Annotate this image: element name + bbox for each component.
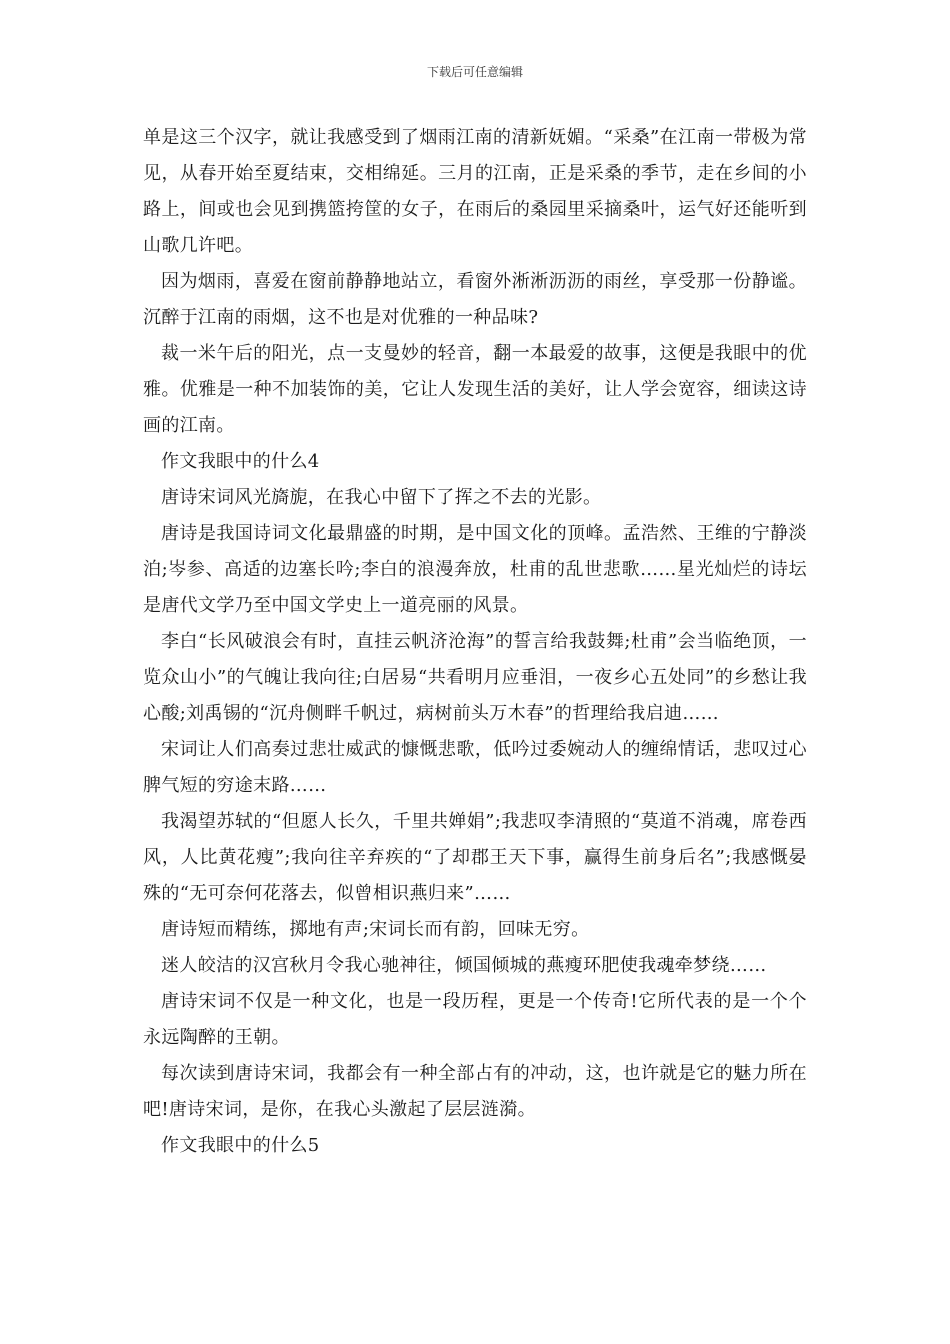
section-heading: 作文我眼中的什么4 xyxy=(161,451,320,472)
paragraph: 因为烟雨，喜爱在窗前静静地站立，看窗外淅淅沥沥的雨丝，享受那一份静谧。沉醉于江南的雨烟，这不也是对优雅的一种品味? xyxy=(143,271,807,328)
paragraph: 我渴望苏轼的“但愿人长久，千里共婵娟”;我悲叹李清照的“莫道不消魂，席卷西风，人比黄花瘦”;我向往辛弃疾的“了却郡王天下事，赢得生前身后名”;我感慨晏殊的“无可奈何花落去，似曾相识燕归来”…… xyxy=(143,811,807,904)
paragraph: 唐诗是我国诗词文化最鼎盛的时期，是中国文化的顶峰。孟浩然、王维的宁静淡泊;岑参、高适的边塞长吟;李白的浪漫奔放，杜甫的乱世悲歌……星光灿烂的诗坛是唐代文学乃至中国文学史上一道亮丽的风景。 xyxy=(143,523,807,616)
paragraph: 单是这三个汉字，就让我感受到了烟雨江南的清新妩媚。“采桑”在江南一带极为常见，从春开始至夏结束，交相绵延。三月的江南，正是采桑的季节，走在乡间的小路上，间或也会见到携篮挎筐的女子，在雨后的桑园里采摘桑叶，运气好还能听到山歌几许吧。 xyxy=(143,127,807,256)
paragraph: 迷人皎洁的汉宫秋月令我心驰神往，倾国倾城的燕瘦环肥使我魂牵梦绕…… xyxy=(161,955,767,976)
paragraph: 宋词让人们高奏过悲壮威武的慷慨悲歌，低吟过委婉动人的缠绵情话，悲叹过心脾气短的穷途末路…… xyxy=(143,739,807,796)
paragraph: 李白“长风破浪会有时，直挂云帆济沧海”的誓言给我鼓舞;杜甫”会当临绝顶，一览众山小”的气魄让我向往;白居易“共看明月应垂泪，一夜乡心五处同”的乡愁让我心酸;刘禹锡的“沉舟侧畔千帆过，病树前头万木春”的哲理给我启迪…… xyxy=(143,631,807,724)
section-heading: 作文我眼中的什么5 xyxy=(161,1135,320,1156)
paragraph: 唐诗宋词不仅是一种文化，也是一段历程，更是一个传奇!它所代表的是一个个永远陶醉的王朝。 xyxy=(143,991,807,1048)
paragraph: 唐诗短而精练，掷地有声;宋词长而有韵，回味无穷。 xyxy=(161,919,590,940)
paragraph: 每次读到唐诗宋词，我都会有一种全部占有的冲动，这，也许就是它的魅力所在吧!唐诗宋词，是你，在我心头激起了层层涟漪。 xyxy=(143,1063,807,1120)
paragraph: 唐诗宋词风光旖旎，在我心中留下了挥之不去的光影。 xyxy=(161,487,602,508)
page-header: 下载后可任意编辑 xyxy=(426,65,523,79)
document-body xyxy=(143,120,807,1164)
paragraph: 裁一米午后的阳光，点一支曼妙的轻音，翻一本最爱的故事，这便是我眼中的优雅。优雅是一种不加装饰的美，它让人发现生活的美好，让人学会宽容，细读这诗画的江南。 xyxy=(143,343,807,436)
